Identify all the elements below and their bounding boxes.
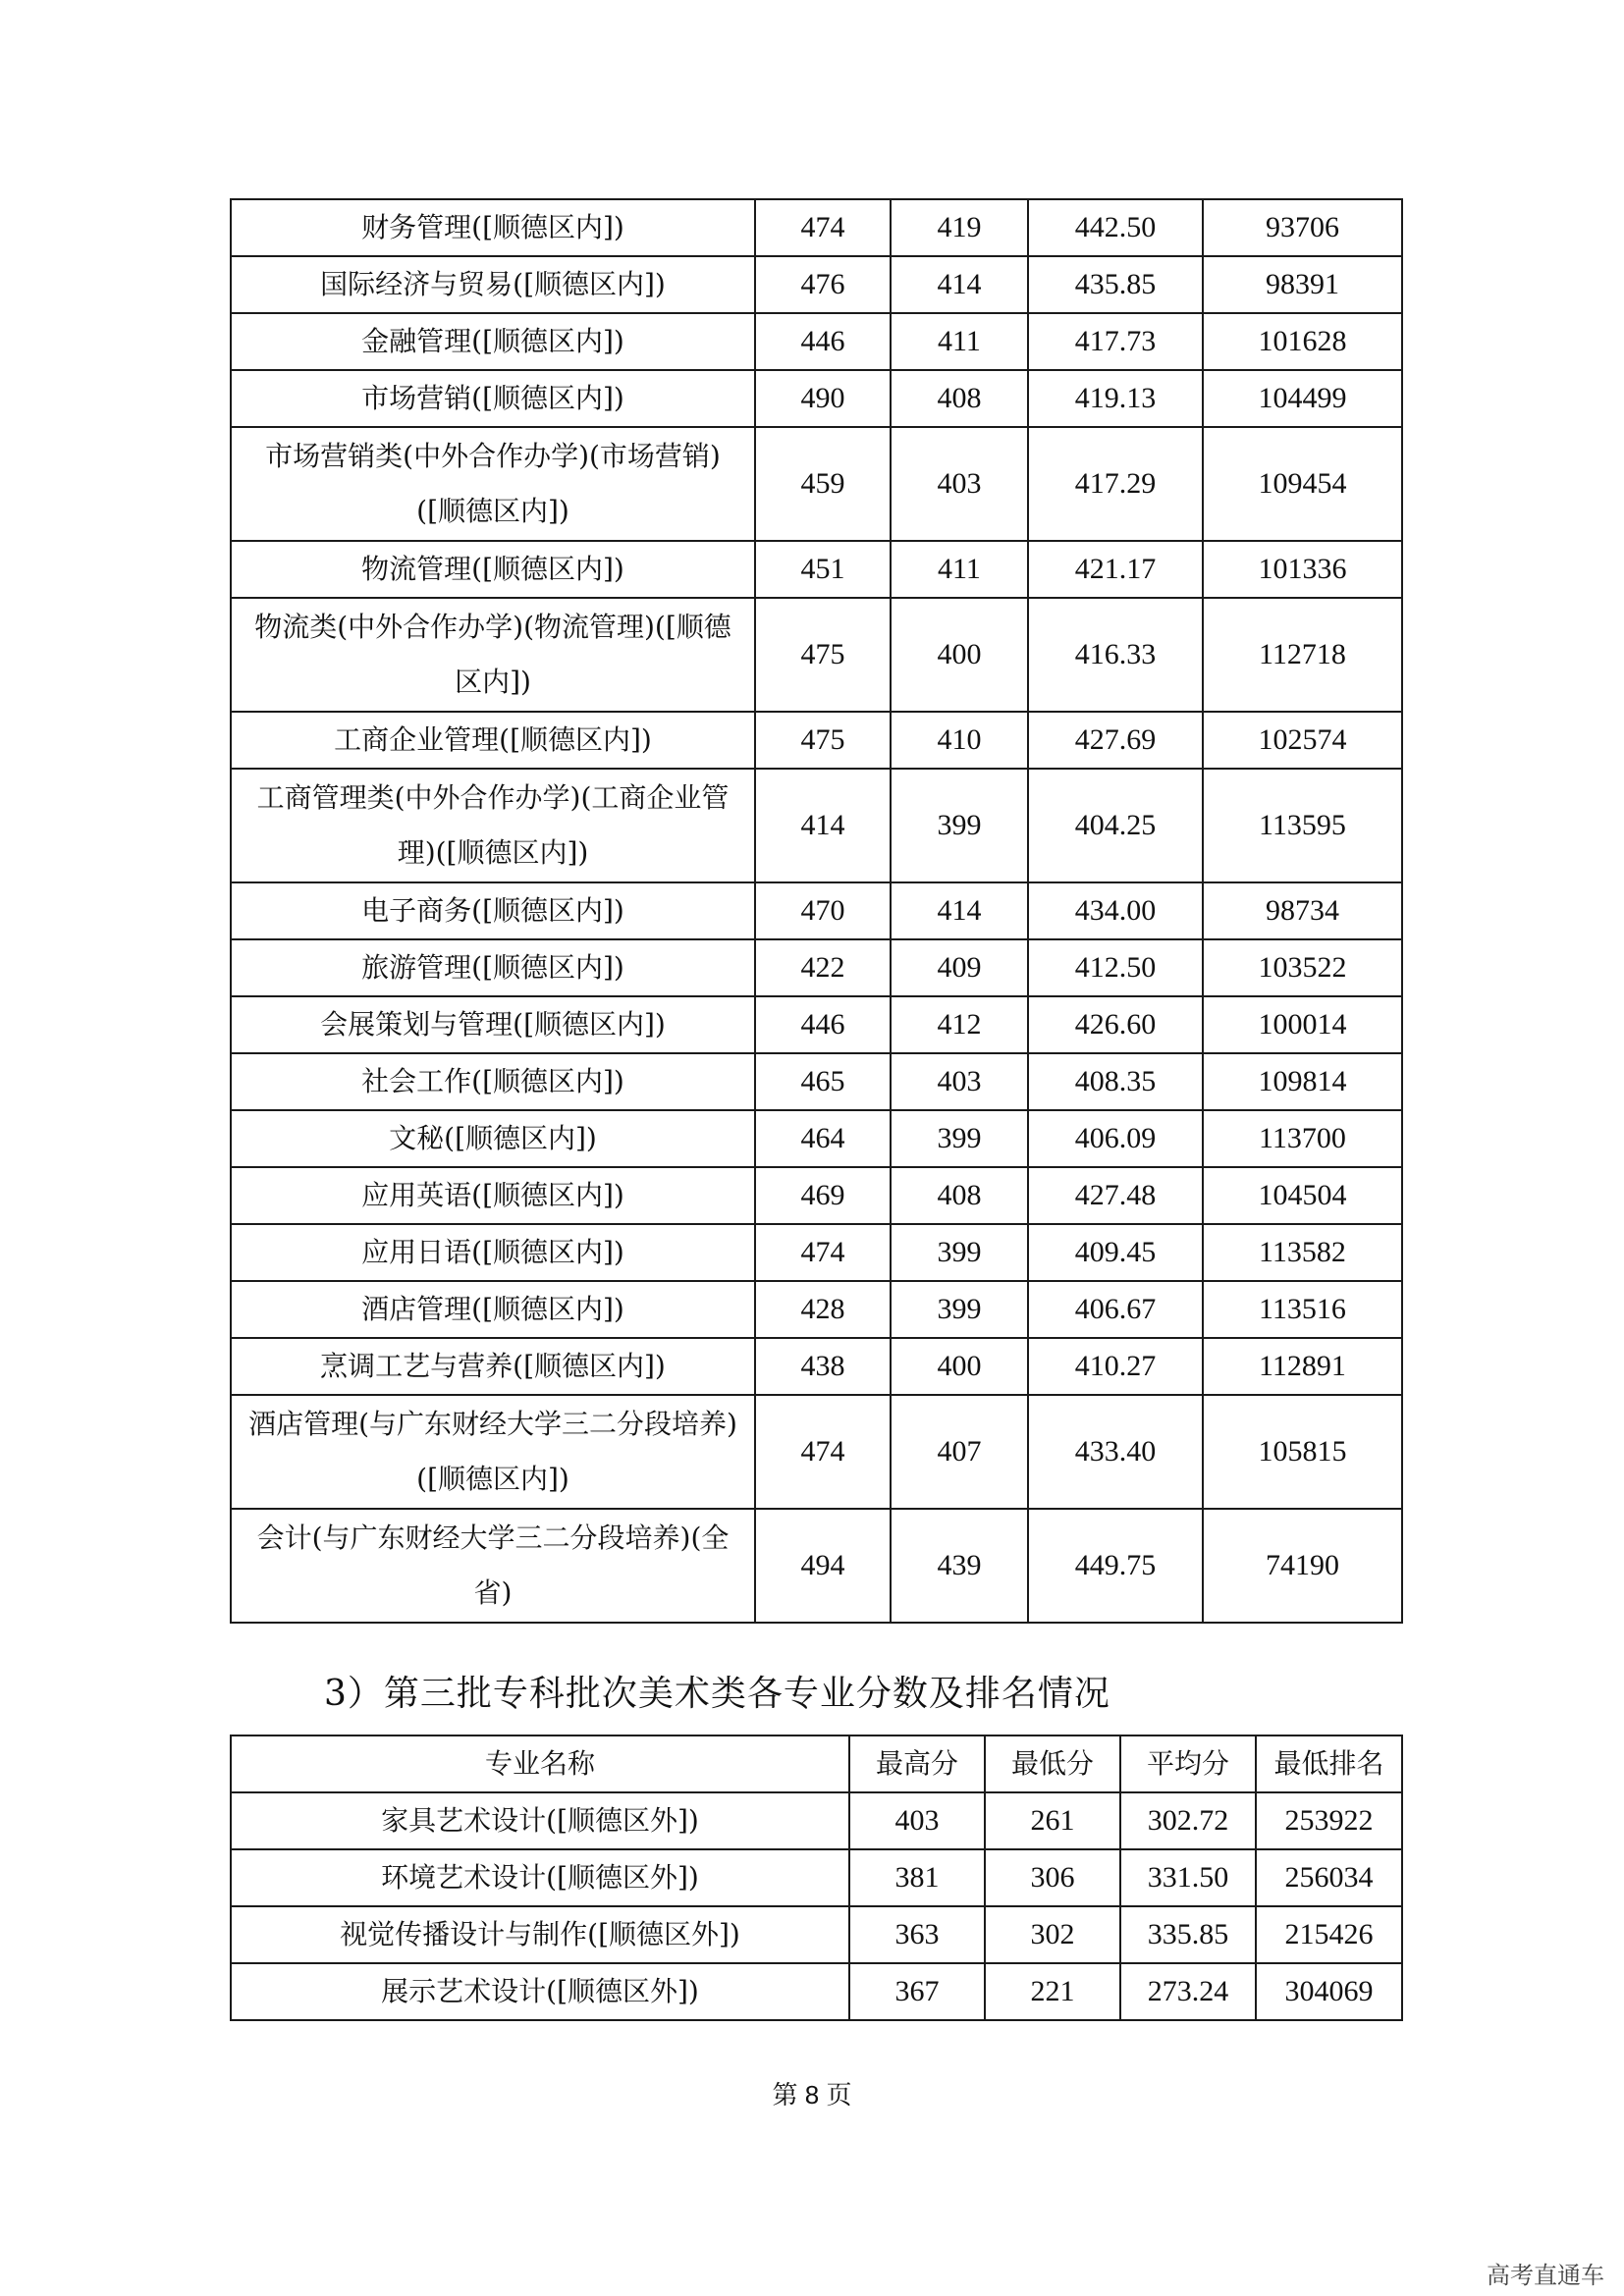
max-score: 470 bbox=[755, 882, 891, 939]
max-score: 428 bbox=[755, 1281, 891, 1338]
min-rank: 101336 bbox=[1203, 541, 1402, 598]
major-name: 物流管理([顺德区内]) bbox=[231, 541, 755, 598]
min-score: 261 bbox=[985, 1792, 1120, 1849]
min-score: 414 bbox=[891, 256, 1028, 313]
max-score: 494 bbox=[755, 1509, 891, 1623]
min-score: 399 bbox=[891, 1110, 1028, 1167]
table-row bbox=[231, 427, 1402, 541]
table-header-row bbox=[231, 1735, 1402, 1792]
min-rank: 253922 bbox=[1256, 1792, 1402, 1849]
max-score: 446 bbox=[755, 313, 891, 370]
avg-score: 406.67 bbox=[1028, 1281, 1203, 1338]
avg-score: 433.40 bbox=[1028, 1395, 1203, 1509]
max-score: 367 bbox=[849, 1963, 985, 2020]
column-header-rank: 最低排名 bbox=[1256, 1735, 1402, 1792]
watermark: 高考直通车 bbox=[1487, 2262, 1604, 2289]
major-name: 电子商务([顺德区内]) bbox=[231, 882, 755, 939]
major-name: 会计(与广东财经大学三二分段培养)(全省) bbox=[231, 1509, 755, 1623]
min-rank: 74190 bbox=[1203, 1509, 1402, 1623]
min-rank: 105815 bbox=[1203, 1395, 1402, 1509]
max-score: 403 bbox=[849, 1792, 985, 1849]
min-score: 408 bbox=[891, 370, 1028, 427]
column-header-avg: 平均分 bbox=[1120, 1735, 1256, 1792]
min-rank: 98391 bbox=[1203, 256, 1402, 313]
min-rank: 113516 bbox=[1203, 1281, 1402, 1338]
min-rank: 103522 bbox=[1203, 939, 1402, 996]
major-name: 金融管理([顺德区内]) bbox=[231, 313, 755, 370]
table-row bbox=[231, 1849, 1402, 1906]
major-name: 国际经济与贸易([顺德区内]) bbox=[231, 256, 755, 313]
table-row bbox=[231, 598, 1402, 712]
max-score: 474 bbox=[755, 1395, 891, 1509]
table-row bbox=[231, 1110, 1402, 1167]
page-number: 第 8 页 bbox=[772, 2080, 852, 2109]
avg-score: 273.24 bbox=[1120, 1963, 1256, 2020]
min-rank: 100014 bbox=[1203, 996, 1402, 1053]
major-name: 工商管理类(中外合作办学)(工商企业管理)([顺德区内]) bbox=[231, 769, 755, 882]
major-name: 家具艺术设计([顺德区外]) bbox=[231, 1792, 849, 1849]
avg-score: 404.25 bbox=[1028, 769, 1203, 882]
max-score: 474 bbox=[755, 199, 891, 256]
min-rank: 93706 bbox=[1203, 199, 1402, 256]
min-rank: 101628 bbox=[1203, 313, 1402, 370]
min-score: 409 bbox=[891, 939, 1028, 996]
avg-score: 331.50 bbox=[1120, 1849, 1256, 1906]
avg-score: 302.72 bbox=[1120, 1792, 1256, 1849]
min-rank: 256034 bbox=[1256, 1849, 1402, 1906]
table-row bbox=[231, 769, 1402, 882]
table-row bbox=[231, 1963, 1402, 2020]
max-score: 459 bbox=[755, 427, 891, 541]
min-score: 411 bbox=[891, 313, 1028, 370]
max-score: 474 bbox=[755, 1224, 891, 1281]
major-name: 展示艺术设计([顺德区外]) bbox=[231, 1963, 849, 2020]
major-name: 环境艺术设计([顺德区外]) bbox=[231, 1849, 849, 1906]
min-score: 403 bbox=[891, 1053, 1028, 1110]
min-score: 403 bbox=[891, 427, 1028, 541]
major-name: 文秘([顺德区内]) bbox=[231, 1110, 755, 1167]
table-row bbox=[231, 1224, 1402, 1281]
min-score: 411 bbox=[891, 541, 1028, 598]
min-score: 221 bbox=[985, 1963, 1120, 2020]
min-rank: 102574 bbox=[1203, 712, 1402, 769]
major-name: 旅游管理([顺德区内]) bbox=[231, 939, 755, 996]
min-rank: 98734 bbox=[1203, 882, 1402, 939]
table-row bbox=[231, 1338, 1402, 1395]
avg-score: 409.45 bbox=[1028, 1224, 1203, 1281]
max-score: 465 bbox=[755, 1053, 891, 1110]
min-score: 439 bbox=[891, 1509, 1028, 1623]
column-header-max: 最高分 bbox=[849, 1735, 985, 1792]
table-row bbox=[231, 1906, 1402, 1963]
major-name: 酒店管理([顺德区内]) bbox=[231, 1281, 755, 1338]
max-score: 363 bbox=[849, 1906, 985, 1963]
min-rank: 109454 bbox=[1203, 427, 1402, 541]
avg-score: 412.50 bbox=[1028, 939, 1203, 996]
table-row bbox=[231, 939, 1402, 996]
max-score: 422 bbox=[755, 939, 891, 996]
table-row bbox=[231, 256, 1402, 313]
min-score: 407 bbox=[891, 1395, 1028, 1509]
max-score: 381 bbox=[849, 1849, 985, 1906]
min-score: 399 bbox=[891, 1281, 1028, 1338]
max-score: 469 bbox=[755, 1167, 891, 1224]
avg-score: 427.48 bbox=[1028, 1167, 1203, 1224]
table-row bbox=[231, 370, 1402, 427]
min-rank: 113595 bbox=[1203, 769, 1402, 882]
max-score: 438 bbox=[755, 1338, 891, 1395]
avg-score: 449.75 bbox=[1028, 1509, 1203, 1623]
min-score: 410 bbox=[891, 712, 1028, 769]
table-row bbox=[231, 1395, 1402, 1509]
avg-score: 406.09 bbox=[1028, 1110, 1203, 1167]
avg-score: 427.69 bbox=[1028, 712, 1203, 769]
max-score: 475 bbox=[755, 598, 891, 712]
avg-score: 426.60 bbox=[1028, 996, 1203, 1053]
avg-score: 416.33 bbox=[1028, 598, 1203, 712]
min-score: 399 bbox=[891, 1224, 1028, 1281]
section-heading: 3）第三批专科批次美术类各专业分数及排名情况 bbox=[324, 1674, 1110, 1714]
major-name: 会展策划与管理([顺德区内]) bbox=[231, 996, 755, 1053]
avg-score: 417.73 bbox=[1028, 313, 1203, 370]
min-score: 306 bbox=[985, 1849, 1120, 1906]
min-score: 399 bbox=[891, 769, 1028, 882]
avg-score: 417.29 bbox=[1028, 427, 1203, 541]
table-row bbox=[231, 882, 1402, 939]
major-name: 社会工作([顺德区内]) bbox=[231, 1053, 755, 1110]
major-name: 市场营销([顺德区内]) bbox=[231, 370, 755, 427]
min-score: 412 bbox=[891, 996, 1028, 1053]
table-row bbox=[231, 1053, 1402, 1110]
major-name: 工商企业管理([顺德区内]) bbox=[231, 712, 755, 769]
min-score: 419 bbox=[891, 199, 1028, 256]
avg-score: 421.17 bbox=[1028, 541, 1203, 598]
min-rank: 113582 bbox=[1203, 1224, 1402, 1281]
table-row bbox=[231, 1792, 1402, 1849]
min-rank: 112891 bbox=[1203, 1338, 1402, 1395]
major-name: 市场营销类(中外合作办学)(市场营销)([顺德区内]) bbox=[231, 427, 755, 541]
avg-score: 435.85 bbox=[1028, 256, 1203, 313]
column-header-min: 最低分 bbox=[985, 1735, 1120, 1792]
max-score: 451 bbox=[755, 541, 891, 598]
max-score: 476 bbox=[755, 256, 891, 313]
min-rank: 109814 bbox=[1203, 1053, 1402, 1110]
major-name: 财务管理([顺德区内]) bbox=[231, 199, 755, 256]
min-score: 408 bbox=[891, 1167, 1028, 1224]
art-score-table bbox=[230, 1735, 1403, 2021]
avg-score: 335.85 bbox=[1120, 1906, 1256, 1963]
major-name: 物流类(中外合作办学)(物流管理)([顺德区内]) bbox=[231, 598, 755, 712]
min-score: 414 bbox=[891, 882, 1028, 939]
table-row bbox=[231, 1509, 1402, 1623]
min-rank: 113700 bbox=[1203, 1110, 1402, 1167]
major-name: 应用英语([顺德区内]) bbox=[231, 1167, 755, 1224]
table-row bbox=[231, 541, 1402, 598]
max-score: 414 bbox=[755, 769, 891, 882]
table-row bbox=[231, 712, 1402, 769]
min-rank: 104499 bbox=[1203, 370, 1402, 427]
avg-score: 419.13 bbox=[1028, 370, 1203, 427]
table-row bbox=[231, 996, 1402, 1053]
table-row bbox=[231, 199, 1402, 256]
max-score: 490 bbox=[755, 370, 891, 427]
major-name: 酒店管理(与广东财经大学三二分段培养)([顺德区内]) bbox=[231, 1395, 755, 1509]
table-row bbox=[231, 1167, 1402, 1224]
table-row bbox=[231, 313, 1402, 370]
avg-score: 442.50 bbox=[1028, 199, 1203, 256]
min-rank: 304069 bbox=[1256, 1963, 1402, 2020]
major-name: 应用日语([顺德区内]) bbox=[231, 1224, 755, 1281]
score-table-continued bbox=[230, 198, 1403, 1624]
avg-score: 408.35 bbox=[1028, 1053, 1203, 1110]
min-score: 400 bbox=[891, 598, 1028, 712]
min-rank: 215426 bbox=[1256, 1906, 1402, 1963]
min-rank: 112718 bbox=[1203, 598, 1402, 712]
min-score: 302 bbox=[985, 1906, 1120, 1963]
major-name: 视觉传播设计与制作([顺德区外]) bbox=[231, 1906, 849, 1963]
min-rank: 104504 bbox=[1203, 1167, 1402, 1224]
column-header-name: 专业名称 bbox=[231, 1735, 849, 1792]
table-row bbox=[231, 1281, 1402, 1338]
max-score: 464 bbox=[755, 1110, 891, 1167]
max-score: 475 bbox=[755, 712, 891, 769]
min-score: 400 bbox=[891, 1338, 1028, 1395]
max-score: 446 bbox=[755, 996, 891, 1053]
avg-score: 410.27 bbox=[1028, 1338, 1203, 1395]
avg-score: 434.00 bbox=[1028, 882, 1203, 939]
major-name: 烹调工艺与营养([顺德区内]) bbox=[231, 1338, 755, 1395]
